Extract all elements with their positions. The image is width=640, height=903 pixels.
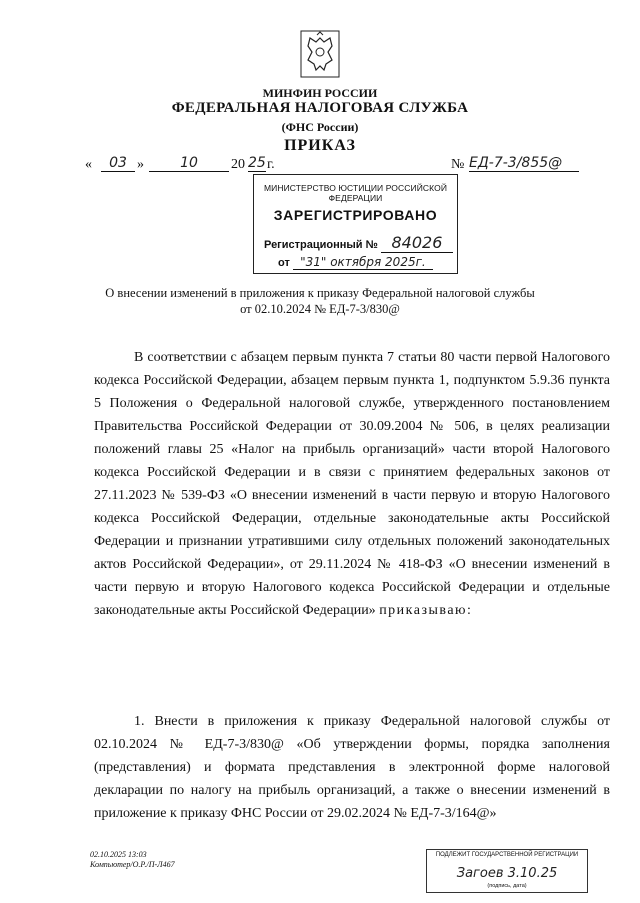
stamp-date-row [278,255,433,270]
reg-box-signature: Загоев 3.10.25 [456,866,558,881]
order-year-prefix: 20 [231,157,245,172]
ministry-name: МИНФИН РОССИИ [262,86,378,100]
russian-coat-of-arms-icon [300,30,340,78]
footer-timestamp: 02.10.2025 13:03 [90,850,147,859]
stamp-ministry: МИНИСТЕРСТВО ЮСТИЦИИ РОССИЙСКОЙ ФЕДЕРАЦИИ [263,183,448,203]
order-number: ЕД-7-3/855@ [469,155,579,172]
quote-open: « [85,157,92,172]
order-number-sign: № [451,157,465,172]
paragraph-2-text: 1. Внести в приложения к приказу Федеральной налоговой службы от 02.10.2024 № ЕД-7-3/830@ «Об утверждении формы, порядка заполнения (представления) и формата представления в электронной форме налоговой декларации по налогу на прибыль организаций, а также о внесении изменений в приложение к приказу ФНС России от 29.02.2024 № ЕД-7-3/164@» [94,714,610,821]
reg-box-header: ПОДЛЕЖИТ ГОСУДАРСТВЕННОЙ РЕГИСТРАЦИИ [435,852,579,858]
stamp-title: ЗАРЕГИСТРИРОВАНО [273,207,438,223]
quote-close: » [137,157,144,172]
order-year-unit: г. [267,157,275,172]
document-subject [0,285,640,317]
body-paragraph-1 [94,346,610,622]
body-paragraph-2 [94,710,610,825]
state-registration-box [426,849,588,893]
subject-line-2: от 02.10.2024 № ЕД-7-3/830@ [240,302,400,316]
order-word: приказываю: [379,603,473,618]
paragraph-1-text: В соответствии с абзацем первым пункта 7 статьи 80 части первой Налогового кодекса Российской Федерации, абзацем первым пункта 1, подпунктом 5.9.36 пункта 5 Положения о Федеральной налоговой службе, утвержденного постановлением Правительства Российской Федерации от 30.09.2004 № 506, в целях реализации положений главы 25 «Налог на прибыль организаций» части второй Налогового кодекса Российской Федерации и в связи с принятием федеральных законов от 27.11.2023 № 539-ФЗ «О внесении изменений в части первую и вторую Налогового кодекса Российской Федерации, отдельные законодательные акты Российской Федерации и признании утратившими силу отдельных положений законодательных актов Российской Федерации», от 29.11.2024 № 418-ФЗ «О внесении изменений в части первую и вторую Налогового кодекса Российской Федерации и отдельные законодательные акты Российской Федерации» [94,350,610,618]
reg-box-caption: (подпись, дата) [487,883,527,889]
footer-file: Компьютер/О.Р./П-Л467 [90,860,175,869]
stamp-reg-number-row [264,233,453,253]
order-month: 10 [149,155,229,172]
order-year-suffix: 25 [248,155,266,171]
stamp-reg-label: Регистрационный № [264,239,378,251]
service-name: ФЕДЕРАЛЬНАЯ НАЛОГОВАЯ СЛУЖБА [171,100,469,116]
footer-meta [90,850,175,870]
stamp-date-label: от [278,257,290,269]
stamp-reg-number: 84026 [381,233,453,253]
document-type: ПРИКАЗ [284,137,356,154]
subject-line-1: О внесении изменений в приложения к приказу Федеральной налоговой службы [105,286,535,300]
order-day: 03 [101,155,135,172]
stamp-date-value: "31" октября 2025г. [293,255,433,270]
service-short-name: (ФНС России) [281,120,359,134]
registration-stamp [253,174,458,274]
